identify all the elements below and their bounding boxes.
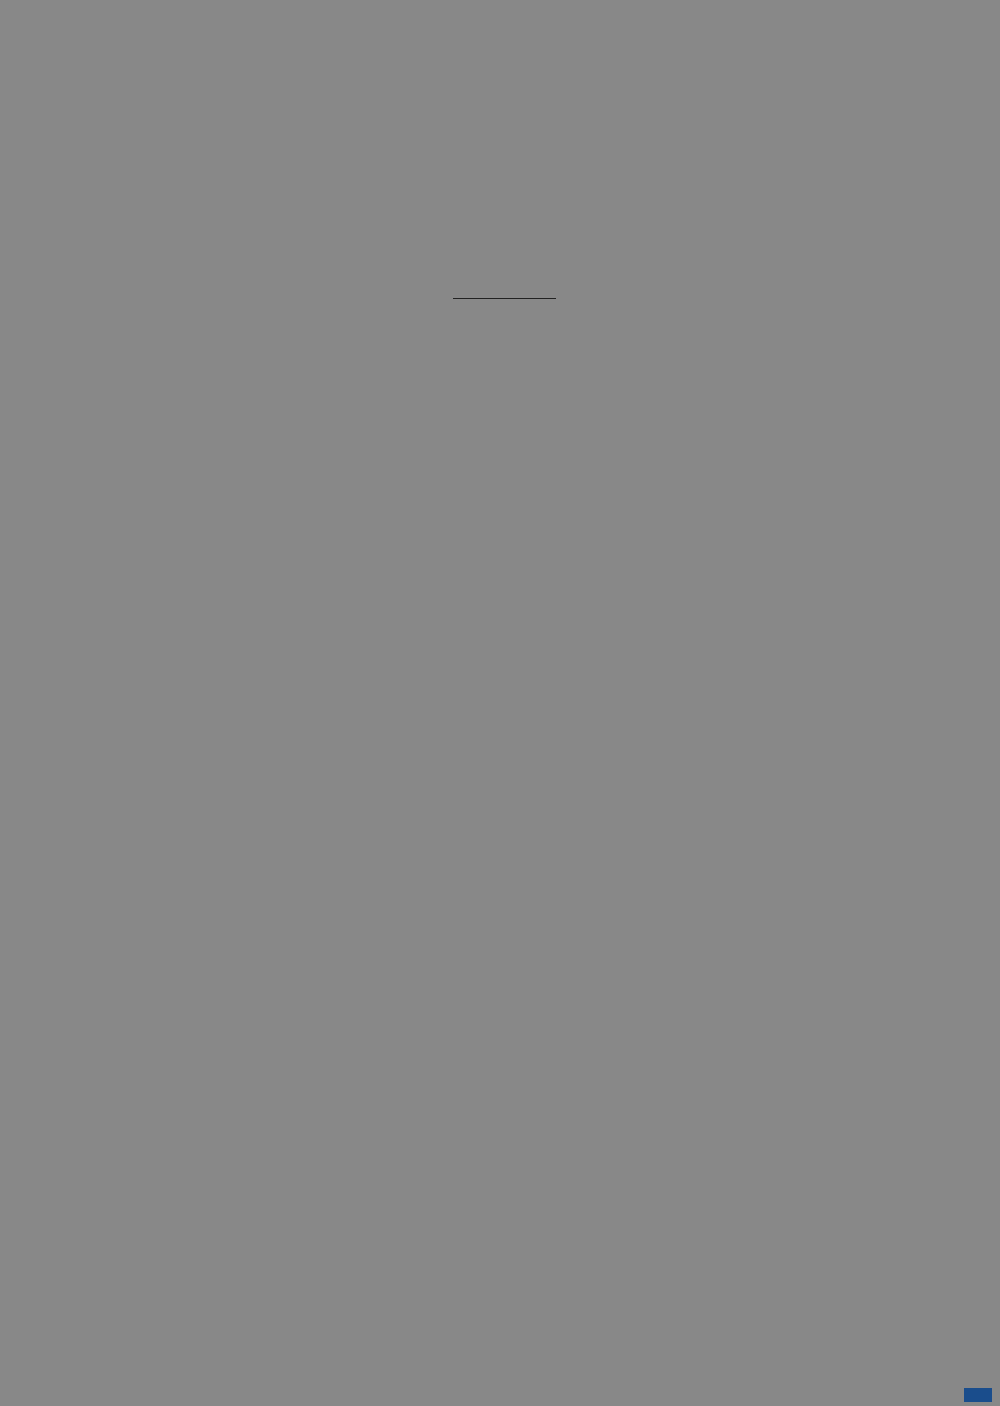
dfg-logo[interactable] [964, 1388, 992, 1402]
section-divider [453, 298, 556, 299]
